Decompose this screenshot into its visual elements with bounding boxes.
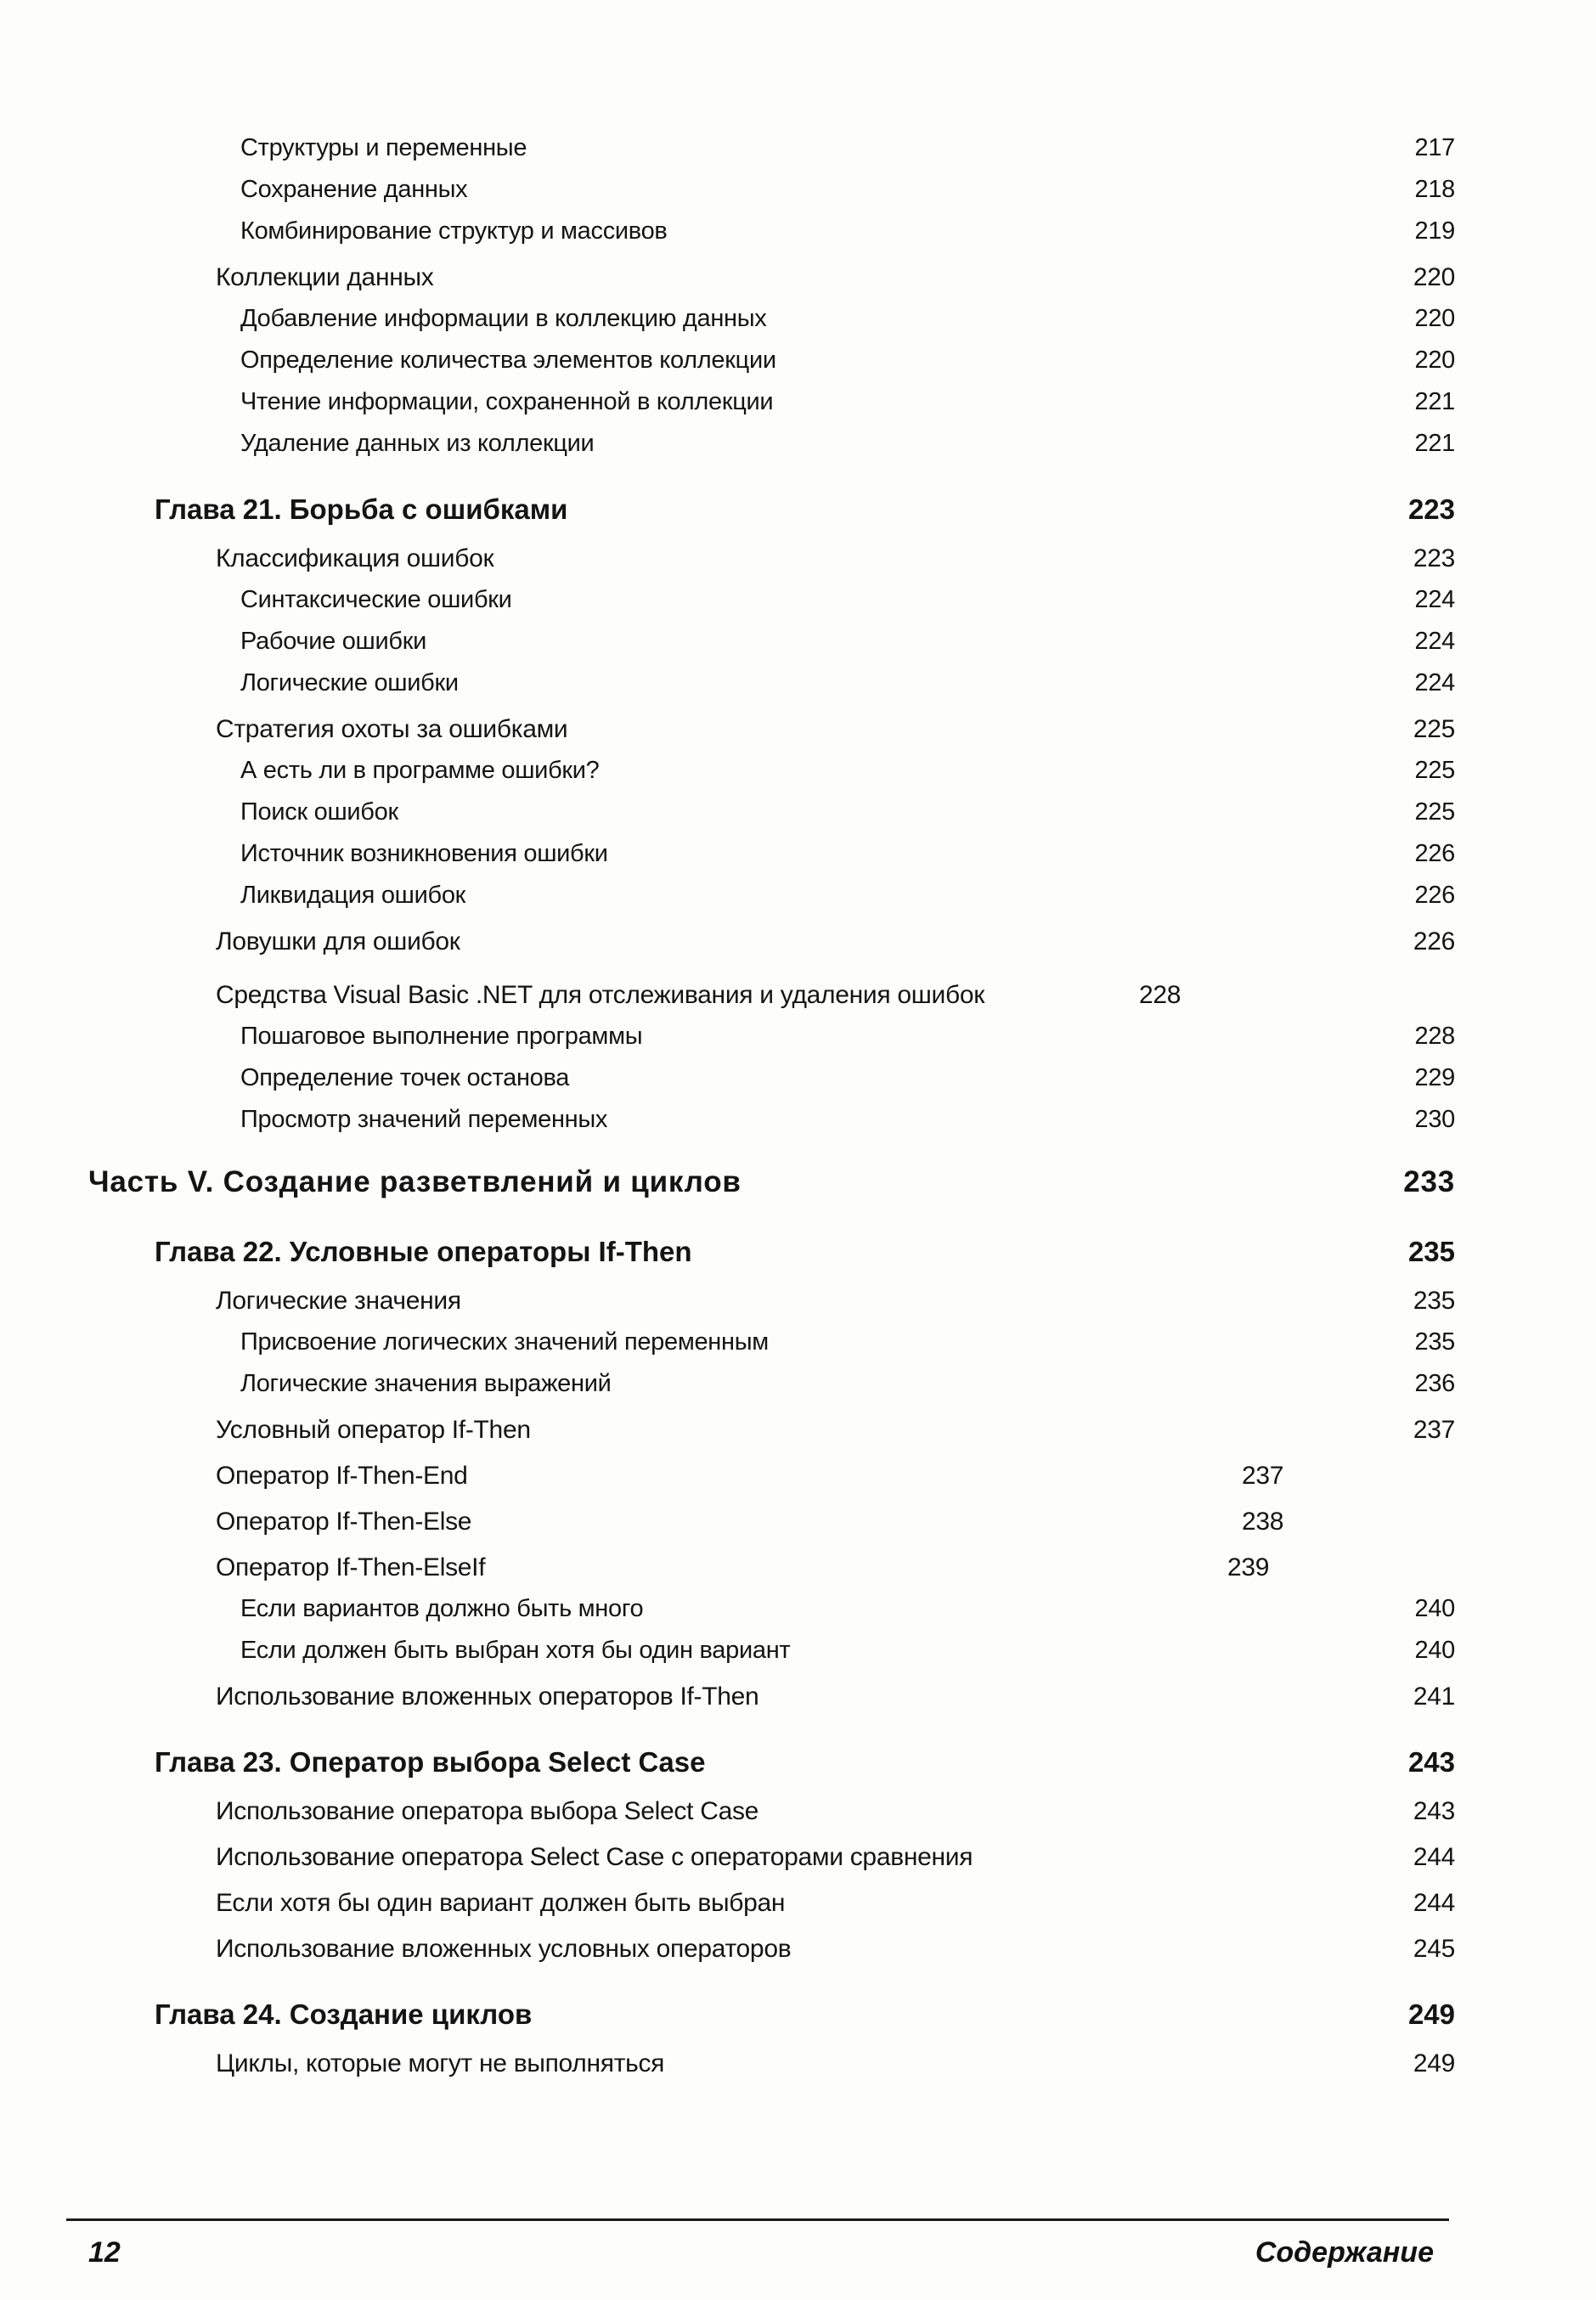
toc-entry xyxy=(0,2043,1596,2084)
toc-entry-page-number: 235 xyxy=(1407,1236,1455,1267)
toc-entry-page-number: 243 xyxy=(1413,1797,1455,1825)
toc-entry-page-number: 237 xyxy=(1242,1462,1284,1490)
toc-entry-title: Оператор If-Then-Else xyxy=(216,1508,472,1536)
toc-entry xyxy=(0,1099,1596,1141)
toc-entry-title: Если должен быть выбран хотя бы один вариант xyxy=(240,1637,791,1664)
toc-entry xyxy=(0,1409,1596,1451)
toc-entry-page-number: 228 xyxy=(1414,1023,1455,1050)
toc-entry xyxy=(0,1280,1596,1322)
toc-entry-title: Условный оператор If-Then xyxy=(216,1416,531,1444)
toc-entry-page-number: 240 xyxy=(1414,1637,1455,1664)
toc-entry xyxy=(0,792,1596,833)
toc-entry-page-number: 236 xyxy=(1414,1370,1455,1397)
toc-entry-page-number: 243 xyxy=(1407,1746,1455,1778)
toc-entry-page-number: 225 xyxy=(1413,715,1455,743)
toc-entry-title: Оператор If-Then-End xyxy=(216,1462,468,1490)
toc-entry-page-number: 245 xyxy=(1413,1935,1455,1963)
toc-entry-page-number: 226 xyxy=(1414,882,1455,909)
toc-entry-title: Добавление информации в коллекцию данных xyxy=(240,305,767,332)
toc-entry-page-number: 218 xyxy=(1414,176,1455,203)
toc-entry-page-number: 235 xyxy=(1414,1328,1455,1356)
toc-entry xyxy=(0,708,1596,750)
toc-entry-page-number: 225 xyxy=(1414,757,1455,784)
toc-entry-title: Ловушки для ошибок xyxy=(216,927,460,956)
toc-entry-title: Логические значения выражений xyxy=(240,1370,612,1397)
toc-entry-page-number: 225 xyxy=(1414,798,1455,826)
toc-entry-page-number: 238 xyxy=(1242,1508,1284,1536)
toc-entry-title: Рабочие ошибки xyxy=(240,628,426,655)
toc-entry xyxy=(0,621,1596,662)
toc-entry-page-number: 229 xyxy=(1414,1064,1455,1091)
toc-entry-title: Часть V. Создание разветвлений и циклов xyxy=(88,1165,742,1198)
toc-entry-page-number: 219 xyxy=(1414,217,1455,245)
toc-entry xyxy=(0,974,1596,1016)
toc-entry-page-number: 226 xyxy=(1414,840,1455,867)
toc-entry xyxy=(0,1363,1596,1405)
folio-page-number: 12 xyxy=(88,2236,121,2269)
toc-entry-title: Глава 21. Борьба с ошибками xyxy=(155,493,568,525)
toc-entry xyxy=(0,1501,1596,1542)
toc-entry-page-number: 244 xyxy=(1413,1843,1455,1871)
toc-entry-page-number: 241 xyxy=(1413,1683,1455,1711)
toc-entry xyxy=(0,256,1596,298)
page-footer xyxy=(66,2236,1449,2269)
toc-entry-title: Средства Visual Basic .NET для отслеживания и удаления ошибок xyxy=(216,981,985,1009)
toc-entry-page-number: 221 xyxy=(1414,430,1455,457)
toc-entry-title: Логические ошибки xyxy=(240,669,459,696)
toc-entry-title: Ликвидация ошибок xyxy=(240,882,466,909)
toc-entry-page-number: 220 xyxy=(1414,305,1455,332)
toc-entry-title: Глава 23. Оператор выбора Select Case xyxy=(155,1746,706,1778)
toc-entry xyxy=(0,381,1596,423)
toc-entry-title: Циклы, которые могут не выполняться xyxy=(216,2049,665,2077)
toc-part-entry xyxy=(0,1158,1596,1207)
toc-entry-page-number: 240 xyxy=(1414,1595,1455,1622)
toc-entry xyxy=(0,662,1596,704)
toc-entry xyxy=(0,298,1596,340)
toc-entry-page-number: 233 xyxy=(1403,1165,1455,1198)
toc-entry xyxy=(0,423,1596,465)
toc-entry-page-number: 223 xyxy=(1407,493,1455,525)
toc-entry-title: Комбинирование структур и массивов xyxy=(240,217,668,245)
toc-entry-title: Пошаговое выполнение программы xyxy=(240,1023,643,1050)
toc-entry xyxy=(0,1882,1596,1924)
toc-entry xyxy=(0,340,1596,381)
toc-entry-title: Оператор If-Then-ElseIf xyxy=(216,1553,486,1581)
toc-chapter-entry xyxy=(0,1227,1596,1276)
toc-entry-title: Чтение информации, сохраненной в коллекции xyxy=(240,388,774,415)
toc-entry-title: Если вариантов должно быть много xyxy=(240,1595,644,1622)
footer-section-label: Содержание xyxy=(1255,2236,1434,2269)
toc-entry-title: Присвоение логических значений переменным xyxy=(240,1328,769,1356)
toc-entry xyxy=(0,538,1596,579)
toc-entry-title: Глава 22. Условные операторы If-Then xyxy=(155,1236,692,1267)
toc-entry-title: Классификация ошибок xyxy=(216,544,494,572)
toc-entry xyxy=(0,1547,1596,1588)
toc-entry-page-number: 235 xyxy=(1413,1287,1455,1315)
toc-chapter-entry xyxy=(0,485,1596,533)
toc-entry-title: Структуры и переменные xyxy=(240,134,527,161)
toc-entry xyxy=(0,1928,1596,1970)
toc-entry-title: Использование вложенных условных операторов xyxy=(216,1935,792,1963)
toc-entry-title: Логические значения xyxy=(216,1287,461,1315)
toc-entry xyxy=(0,750,1596,792)
toc-entry xyxy=(0,1676,1596,1717)
toc-entry-page-number: 239 xyxy=(1227,1553,1270,1581)
toc-entry-title: Глава 24. Создание циклов xyxy=(155,1998,533,2030)
toc-entry xyxy=(0,1588,1596,1630)
toc-entry-page-number: 224 xyxy=(1414,628,1455,655)
toc-entry xyxy=(0,1630,1596,1671)
toc-entry-page-number: 220 xyxy=(1413,263,1455,291)
toc-entry-title: Стратегия охоты за ошибками xyxy=(216,715,568,743)
toc-entry-title: Использование оператора Select Case с операторами сравнения xyxy=(216,1843,973,1871)
toc-entry-title: Определение точек останова xyxy=(240,1064,570,1091)
toc-entry-page-number: 244 xyxy=(1413,1889,1455,1917)
toc-entry-page-number: 224 xyxy=(1414,586,1455,613)
toc-entry xyxy=(0,1836,1596,1878)
toc-entry xyxy=(0,1322,1596,1363)
footer-divider xyxy=(66,2218,1449,2221)
toc-entry-page-number: 220 xyxy=(1414,347,1455,374)
toc-chapter-entry xyxy=(0,1738,1596,1786)
toc-entry xyxy=(0,211,1596,252)
toc-entry-title: Коллекции данных xyxy=(216,263,434,291)
toc-entry-title: Синтаксические ошибки xyxy=(240,586,512,613)
toc-entry-page-number: 230 xyxy=(1414,1106,1455,1133)
toc-entry-page-number: 249 xyxy=(1413,2049,1455,2077)
toc-entry-title: Если хотя бы один вариант должен быть выбран xyxy=(216,1889,786,1917)
toc-entry-page-number: 221 xyxy=(1414,388,1455,415)
toc-entry-page-number: 223 xyxy=(1413,544,1455,572)
table-of-contents xyxy=(0,127,1596,2084)
toc-entry xyxy=(0,579,1596,621)
toc-entry-page-number: 226 xyxy=(1413,927,1455,956)
toc-entry-page-number: 237 xyxy=(1413,1416,1455,1444)
toc-entry-page-number: 217 xyxy=(1414,134,1455,161)
toc-entry-title: Поиск ошибок xyxy=(240,798,398,826)
toc-entry xyxy=(0,169,1596,211)
toc-entry-title: Удаление данных из коллекции xyxy=(240,430,595,457)
toc-entry-title: Использование оператора выбора Select Case xyxy=(216,1797,759,1825)
toc-entry-title: Источник возникновения ошибки xyxy=(240,840,608,867)
toc-entry xyxy=(0,833,1596,875)
toc-entry-page-number: 224 xyxy=(1414,669,1455,696)
toc-entry-title: Сохранение данных xyxy=(240,176,468,203)
toc-entry-title: Использование вложенных операторов If-Then xyxy=(216,1683,759,1711)
toc-entry xyxy=(0,921,1596,962)
toc-entry xyxy=(0,1057,1596,1099)
toc-entry-page-number: 249 xyxy=(1407,1998,1455,2030)
toc-entry xyxy=(0,127,1596,169)
toc-entry xyxy=(0,1455,1596,1497)
toc-entry-title: Просмотр значений переменных xyxy=(240,1106,608,1133)
toc-entry-title: А есть ли в программе ошибки? xyxy=(240,757,600,784)
toc-entry-title: Определение количества элементов коллекции xyxy=(240,347,776,374)
toc-entry xyxy=(0,875,1596,916)
toc-chapter-entry xyxy=(0,1990,1596,2038)
toc-entry-page-number: 228 xyxy=(1139,981,1181,1009)
toc-entry xyxy=(0,1016,1596,1057)
toc-entry xyxy=(0,1790,1596,1832)
